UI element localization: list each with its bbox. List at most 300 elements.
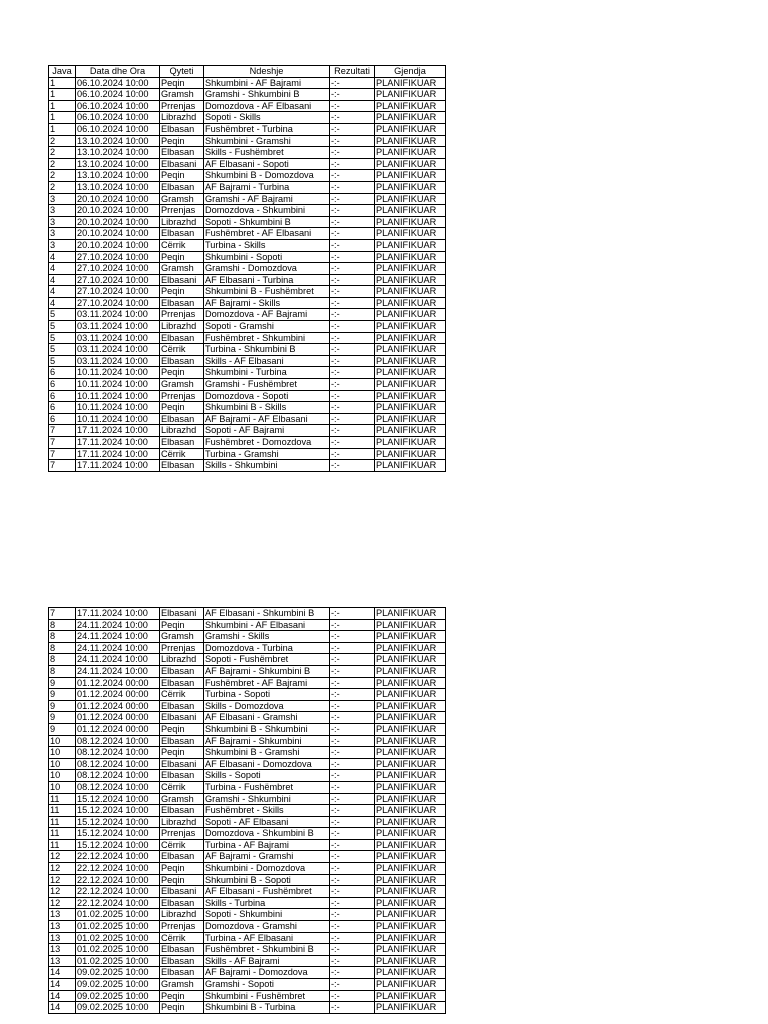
cell-date: 06.10.2024 10:00 <box>76 100 160 112</box>
cell-java: 4 <box>49 286 76 298</box>
cell-status: PLANIFIKUAR <box>375 735 446 747</box>
cell-java: 8 <box>49 642 76 654</box>
cell-date: 09.02.2025 10:00 <box>76 990 160 1002</box>
cell-java: 1 <box>49 112 76 124</box>
cell-result: -:- <box>330 344 375 356</box>
cell-city: Librazhd <box>160 816 204 828</box>
cell-java: 4 <box>49 251 76 263</box>
cell-match: Turbina - Skills <box>204 239 330 251</box>
cell-match: AF Elbasani - Domozdova <box>204 758 330 770</box>
cell-city: Peqin <box>160 990 204 1002</box>
cell-match: Skills - Domozdova <box>204 700 330 712</box>
cell-result: -:- <box>330 805 375 817</box>
table-row <box>49 665 446 677</box>
cell-status: PLANIFIKUAR <box>375 228 446 240</box>
cell-date: 27.10.2024 10:00 <box>76 251 160 263</box>
cell-status: PLANIFIKUAR <box>375 263 446 275</box>
schedule-table-2 <box>48 607 446 1014</box>
table-row <box>49 228 446 240</box>
table-row <box>49 921 446 933</box>
cell-city: Elbasan <box>160 677 204 689</box>
cell-java: 1 <box>49 77 76 89</box>
cell-status: PLANIFIKUAR <box>375 425 446 437</box>
cell-date: 24.11.2024 10:00 <box>76 654 160 666</box>
cell-date: 06.10.2024 10:00 <box>76 123 160 135</box>
cell-status: PLANIFIKUAR <box>375 355 446 367</box>
cell-result: -:- <box>330 437 375 449</box>
cell-result: -:- <box>330 723 375 735</box>
cell-city: Elbasan <box>160 181 204 193</box>
cell-city: Elbasan <box>160 805 204 817</box>
cell-status: PLANIFIKUAR <box>375 367 446 379</box>
cell-status: PLANIFIKUAR <box>375 344 446 356</box>
cell-city: Elbasan <box>160 228 204 240</box>
cell-java: 6 <box>49 413 76 425</box>
cell-city: Gramsh <box>160 263 204 275</box>
cell-status: PLANIFIKUAR <box>375 437 446 449</box>
cell-result: -:- <box>330 944 375 956</box>
cell-status: PLANIFIKUAR <box>375 921 446 933</box>
cell-city: Peqin <box>160 619 204 631</box>
cell-date: 22.12.2024 10:00 <box>76 874 160 886</box>
cell-city: Elbasani <box>160 274 204 286</box>
cell-java: 13 <box>49 921 76 933</box>
cell-city: Peqin <box>160 367 204 379</box>
cell-city: Gramsh <box>160 193 204 205</box>
table-row <box>49 886 446 898</box>
cell-status: PLANIFIKUAR <box>375 955 446 967</box>
cell-result: -:- <box>330 332 375 344</box>
table-row <box>49 89 446 101</box>
cell-match: Shkumbini B - Fushëmbret <box>204 286 330 298</box>
cell-match: Skills - Shkumbini <box>204 460 330 472</box>
cell-java: 11 <box>49 793 76 805</box>
table-row <box>49 747 446 759</box>
cell-match: Shkumbini B - Turbina <box>204 1002 330 1014</box>
cell-match: Skills - Sopoti <box>204 770 330 782</box>
cell-match: Domozdova - Shkumbini B <box>204 828 330 840</box>
cell-date: 17.11.2024 10:00 <box>76 448 160 460</box>
cell-status: PLANIFIKUAR <box>375 689 446 701</box>
cell-match: Shkumbini B - Shkumbini <box>204 723 330 735</box>
cell-status: PLANIFIKUAR <box>375 700 446 712</box>
cell-status: PLANIFIKUAR <box>375 239 446 251</box>
cell-match: AF Elbasani - Shkumbini B <box>204 608 330 620</box>
cell-status: PLANIFIKUAR <box>375 781 446 793</box>
cell-java: 5 <box>49 355 76 367</box>
table-row <box>49 448 446 460</box>
header-java: Java <box>49 66 76 78</box>
cell-city: Elbasan <box>160 332 204 344</box>
cell-city: Gramsh <box>160 379 204 391</box>
header-rezultati: Rezultati <box>330 66 375 78</box>
cell-result: -:- <box>330 770 375 782</box>
cell-date: 08.12.2024 10:00 <box>76 758 160 770</box>
cell-match: Domozdova - AF Bajrami <box>204 309 330 321</box>
cell-java: 7 <box>49 448 76 460</box>
cell-date: 15.12.2024 10:00 <box>76 816 160 828</box>
cell-city: Gramsh <box>160 793 204 805</box>
cell-java: 12 <box>49 851 76 863</box>
cell-status: PLANIFIKUAR <box>375 712 446 724</box>
cell-date: 03.11.2024 10:00 <box>76 332 160 344</box>
cell-status: PLANIFIKUAR <box>375 851 446 863</box>
cell-java: 7 <box>49 608 76 620</box>
cell-date: 01.02.2025 10:00 <box>76 921 160 933</box>
cell-city: Cërrik <box>160 932 204 944</box>
cell-city: Elbasan <box>160 735 204 747</box>
table-row <box>49 170 446 182</box>
cell-city: Peqin <box>160 874 204 886</box>
cell-city: Peqin <box>160 863 204 875</box>
table-body-1 <box>49 77 446 471</box>
cell-match: Shkumbini B - Sopoti <box>204 874 330 886</box>
cell-result: -:- <box>330 955 375 967</box>
cell-match: AF Bajrami - Domozdova <box>204 967 330 979</box>
cell-java: 10 <box>49 747 76 759</box>
table-header-row <box>49 66 446 78</box>
schedule-table-1 <box>48 65 446 472</box>
table-row <box>49 723 446 735</box>
cell-java: 8 <box>49 654 76 666</box>
cell-status: PLANIFIKUAR <box>375 608 446 620</box>
cell-result: -:- <box>330 193 375 205</box>
cell-result: -:- <box>330 123 375 135</box>
cell-city: Peqin <box>160 402 204 414</box>
table-row <box>49 1002 446 1014</box>
table-row <box>49 286 446 298</box>
cell-city: Peqin <box>160 135 204 147</box>
cell-status: PLANIFIKUAR <box>375 642 446 654</box>
cell-match: Shkumbini B - Domozdova <box>204 170 330 182</box>
cell-date: 22.12.2024 10:00 <box>76 863 160 875</box>
cell-match: AF Elbasani - Sopoti <box>204 158 330 170</box>
cell-date: 20.10.2024 10:00 <box>76 193 160 205</box>
cell-status: PLANIFIKUAR <box>375 990 446 1002</box>
cell-result: -:- <box>330 251 375 263</box>
table-row <box>49 631 446 643</box>
cell-city: Gramsh <box>160 89 204 101</box>
cell-result: -:- <box>330 781 375 793</box>
table-row <box>49 654 446 666</box>
cell-java: 7 <box>49 460 76 472</box>
cell-date: 15.12.2024 10:00 <box>76 793 160 805</box>
cell-date: 27.10.2024 10:00 <box>76 297 160 309</box>
cell-java: 12 <box>49 897 76 909</box>
cell-match: Gramshi - Sopoti <box>204 979 330 991</box>
cell-match: Skills - AF Elbasani <box>204 355 330 367</box>
cell-date: 20.10.2024 10:00 <box>76 239 160 251</box>
cell-date: 03.11.2024 10:00 <box>76 309 160 321</box>
cell-java: 9 <box>49 677 76 689</box>
cell-java: 7 <box>49 437 76 449</box>
table-row <box>49 321 446 333</box>
cell-date: 09.02.2025 10:00 <box>76 1002 160 1014</box>
cell-date: 10.11.2024 10:00 <box>76 402 160 414</box>
cell-result: -:- <box>330 874 375 886</box>
cell-date: 01.02.2025 10:00 <box>76 944 160 956</box>
cell-java: 1 <box>49 89 76 101</box>
table-row <box>49 781 446 793</box>
cell-status: PLANIFIKUAR <box>375 309 446 321</box>
cell-match: Domozdova - Shkumbini <box>204 205 330 217</box>
cell-city: Elbasan <box>160 437 204 449</box>
cell-match: Sopoti - Fushëmbret <box>204 654 330 666</box>
table-row <box>49 805 446 817</box>
cell-java: 13 <box>49 944 76 956</box>
cell-city: Peqin <box>160 1002 204 1014</box>
cell-java: 1 <box>49 100 76 112</box>
cell-result: -:- <box>330 425 375 437</box>
cell-date: 01.12.2024 00:00 <box>76 723 160 735</box>
cell-status: PLANIFIKUAR <box>375 460 446 472</box>
cell-match: Sopoti - AF Elbasani <box>204 816 330 828</box>
cell-result: -:- <box>330 642 375 654</box>
cell-match: Gramshi - AF Bajrami <box>204 193 330 205</box>
cell-match: Domozdova - AF Elbasani <box>204 100 330 112</box>
cell-city: Peqin <box>160 77 204 89</box>
cell-match: Shkumbini B - Gramshi <box>204 747 330 759</box>
cell-result: -:- <box>330 112 375 124</box>
cell-result: -:- <box>330 816 375 828</box>
cell-java: 10 <box>49 781 76 793</box>
cell-java: 14 <box>49 967 76 979</box>
cell-java: 5 <box>49 321 76 333</box>
cell-city: Elbasani <box>160 886 204 898</box>
cell-match: Turbina - Gramshi <box>204 448 330 460</box>
cell-result: -:- <box>330 677 375 689</box>
cell-date: 13.10.2024 10:00 <box>76 170 160 182</box>
table-row <box>49 851 446 863</box>
table-row <box>49 642 446 654</box>
cell-date: 13.10.2024 10:00 <box>76 181 160 193</box>
cell-match: Turbina - Sopoti <box>204 689 330 701</box>
cell-java: 8 <box>49 665 76 677</box>
cell-result: -:- <box>330 747 375 759</box>
cell-java: 1 <box>49 123 76 135</box>
cell-date: 13.10.2024 10:00 <box>76 135 160 147</box>
cell-match: Turbina - Fushëmbret <box>204 781 330 793</box>
cell-status: PLANIFIKUAR <box>375 677 446 689</box>
cell-java: 8 <box>49 619 76 631</box>
cell-date: 06.10.2024 10:00 <box>76 112 160 124</box>
cell-city: Peqin <box>160 286 204 298</box>
cell-match: Gramshi - Shkumbini <box>204 793 330 805</box>
cell-match: AF Elbasani - Gramshi <box>204 712 330 724</box>
cell-java: 12 <box>49 863 76 875</box>
header-data-dhe-ora: Data dhe Ora <box>76 66 160 78</box>
cell-date: 01.12.2024 00:00 <box>76 677 160 689</box>
cell-status: PLANIFIKUAR <box>375 123 446 135</box>
cell-match: Sopoti - AF Bajrami <box>204 425 330 437</box>
cell-match: AF Elbasani - Turbina <box>204 274 330 286</box>
cell-city: Cërrik <box>160 839 204 851</box>
cell-status: PLANIFIKUAR <box>375 77 446 89</box>
cell-java: 11 <box>49 828 76 840</box>
cell-result: -:- <box>330 932 375 944</box>
cell-date: 09.02.2025 10:00 <box>76 967 160 979</box>
cell-result: -:- <box>330 700 375 712</box>
cell-date: 20.10.2024 10:00 <box>76 216 160 228</box>
cell-date: 15.12.2024 10:00 <box>76 805 160 817</box>
table-row <box>49 216 446 228</box>
cell-match: AF Bajrami - AF Elbasani <box>204 413 330 425</box>
cell-java: 12 <box>49 886 76 898</box>
cell-java: 5 <box>49 332 76 344</box>
table-row <box>49 402 446 414</box>
cell-result: -:- <box>330 413 375 425</box>
cell-date: 10.11.2024 10:00 <box>76 413 160 425</box>
cell-result: -:- <box>330 863 375 875</box>
table-row <box>49 123 446 135</box>
cell-status: PLANIFIKUAR <box>375 886 446 898</box>
cell-date: 08.12.2024 10:00 <box>76 747 160 759</box>
cell-status: PLANIFIKUAR <box>375 321 446 333</box>
cell-city: Elbasan <box>160 413 204 425</box>
cell-java: 7 <box>49 425 76 437</box>
cell-result: -:- <box>330 909 375 921</box>
table-row <box>49 274 446 286</box>
cell-java: 2 <box>49 158 76 170</box>
table-row <box>49 712 446 724</box>
cell-match: AF Bajrami - Shkumbini <box>204 735 330 747</box>
cell-date: 01.02.2025 10:00 <box>76 955 160 967</box>
cell-status: PLANIFIKUAR <box>375 390 446 402</box>
cell-status: PLANIFIKUAR <box>375 828 446 840</box>
cell-date: 24.11.2024 10:00 <box>76 631 160 643</box>
cell-java: 2 <box>49 170 76 182</box>
table-row <box>49 979 446 991</box>
cell-result: -:- <box>330 77 375 89</box>
cell-status: PLANIFIKUAR <box>375 770 446 782</box>
cell-status: PLANIFIKUAR <box>375 379 446 391</box>
cell-status: PLANIFIKUAR <box>375 274 446 286</box>
table-row <box>49 425 446 437</box>
cell-status: PLANIFIKUAR <box>375 158 446 170</box>
cell-date: 08.12.2024 10:00 <box>76 781 160 793</box>
cell-match: Shkumbini - Sopoti <box>204 251 330 263</box>
cell-match: Domozdova - Sopoti <box>204 390 330 402</box>
table-row <box>49 193 446 205</box>
cell-date: 17.11.2024 10:00 <box>76 437 160 449</box>
table-row <box>49 909 446 921</box>
cell-status: PLANIFIKUAR <box>375 413 446 425</box>
cell-match: Shkumbini B - Skills <box>204 402 330 414</box>
cell-date: 10.11.2024 10:00 <box>76 367 160 379</box>
table-row <box>49 112 446 124</box>
table-row <box>49 816 446 828</box>
table-row <box>49 874 446 886</box>
cell-city: Prrenjas <box>160 642 204 654</box>
table-row <box>49 181 446 193</box>
cell-match: Fushëmbret - Skills <box>204 805 330 817</box>
cell-date: 01.12.2024 00:00 <box>76 700 160 712</box>
cell-match: AF Elbasani - Fushëmbret <box>204 886 330 898</box>
cell-date: 17.11.2024 10:00 <box>76 608 160 620</box>
cell-city: Peqin <box>160 723 204 735</box>
cell-status: PLANIFIKUAR <box>375 758 446 770</box>
cell-status: PLANIFIKUAR <box>375 863 446 875</box>
cell-status: PLANIFIKUAR <box>375 747 446 759</box>
cell-match: Shkumbini - AF Bajrami <box>204 77 330 89</box>
cell-match: Fushëmbret - AF Elbasani <box>204 228 330 240</box>
header-qyteti: Qyteti <box>160 66 204 78</box>
table-row <box>49 297 446 309</box>
cell-java: 11 <box>49 839 76 851</box>
cell-java: 8 <box>49 631 76 643</box>
cell-java: 11 <box>49 816 76 828</box>
cell-match: Fushëmbret - Domozdova <box>204 437 330 449</box>
cell-status: PLANIFIKUAR <box>375 631 446 643</box>
cell-result: -:- <box>330 135 375 147</box>
header-ndeshje: Ndeshje <box>204 66 330 78</box>
cell-city: Cërrik <box>160 689 204 701</box>
cell-status: PLANIFIKUAR <box>375 297 446 309</box>
cell-java: 9 <box>49 723 76 735</box>
cell-match: Shkumbini - Domozdova <box>204 863 330 875</box>
cell-result: -:- <box>330 100 375 112</box>
cell-date: 03.11.2024 10:00 <box>76 321 160 333</box>
table-row <box>49 239 446 251</box>
cell-result: -:- <box>330 309 375 321</box>
cell-result: -:- <box>330 619 375 631</box>
cell-date: 27.10.2024 10:00 <box>76 274 160 286</box>
cell-java: 9 <box>49 689 76 701</box>
cell-city: Elbasani <box>160 158 204 170</box>
cell-status: PLANIFIKUAR <box>375 805 446 817</box>
cell-java: 14 <box>49 1002 76 1014</box>
cell-date: 24.11.2024 10:00 <box>76 665 160 677</box>
cell-status: PLANIFIKUAR <box>375 979 446 991</box>
cell-date: 01.02.2025 10:00 <box>76 909 160 921</box>
cell-match: Turbina - Shkumbini B <box>204 344 330 356</box>
cell-city: Cërrik <box>160 448 204 460</box>
cell-result: -:- <box>330 990 375 1002</box>
cell-match: Shkumbini - Turbina <box>204 367 330 379</box>
cell-result: -:- <box>330 205 375 217</box>
cell-status: PLANIFIKUAR <box>375 619 446 631</box>
cell-match: Domozdova - Gramshi <box>204 921 330 933</box>
cell-match: Skills - Turbina <box>204 897 330 909</box>
cell-city: Prrenjas <box>160 390 204 402</box>
table-row <box>49 135 446 147</box>
cell-result: -:- <box>330 216 375 228</box>
cell-result: -:- <box>330 239 375 251</box>
table-row <box>49 251 446 263</box>
cell-match: AF Bajrami - Skills <box>204 297 330 309</box>
cell-city: Peqin <box>160 251 204 263</box>
table-row <box>49 619 446 631</box>
cell-result: -:- <box>330 367 375 379</box>
cell-java: 9 <box>49 712 76 724</box>
cell-java: 13 <box>49 955 76 967</box>
cell-date: 03.11.2024 10:00 <box>76 344 160 356</box>
cell-match: Fushëmbret - Shkumbini B <box>204 944 330 956</box>
cell-java: 3 <box>49 228 76 240</box>
cell-match: Gramshi - Shkumbini B <box>204 89 330 101</box>
cell-date: 13.10.2024 10:00 <box>76 158 160 170</box>
cell-city: Elbasan <box>160 897 204 909</box>
table-row <box>49 390 446 402</box>
cell-match: AF Bajrami - Shkumbini B <box>204 665 330 677</box>
cell-city: Librazhd <box>160 425 204 437</box>
cell-city: Prrenjas <box>160 309 204 321</box>
cell-date: 15.12.2024 10:00 <box>76 839 160 851</box>
table-row <box>49 863 446 875</box>
cell-result: -:- <box>330 158 375 170</box>
cell-date: 17.11.2024 10:00 <box>76 425 160 437</box>
cell-status: PLANIFIKUAR <box>375 332 446 344</box>
